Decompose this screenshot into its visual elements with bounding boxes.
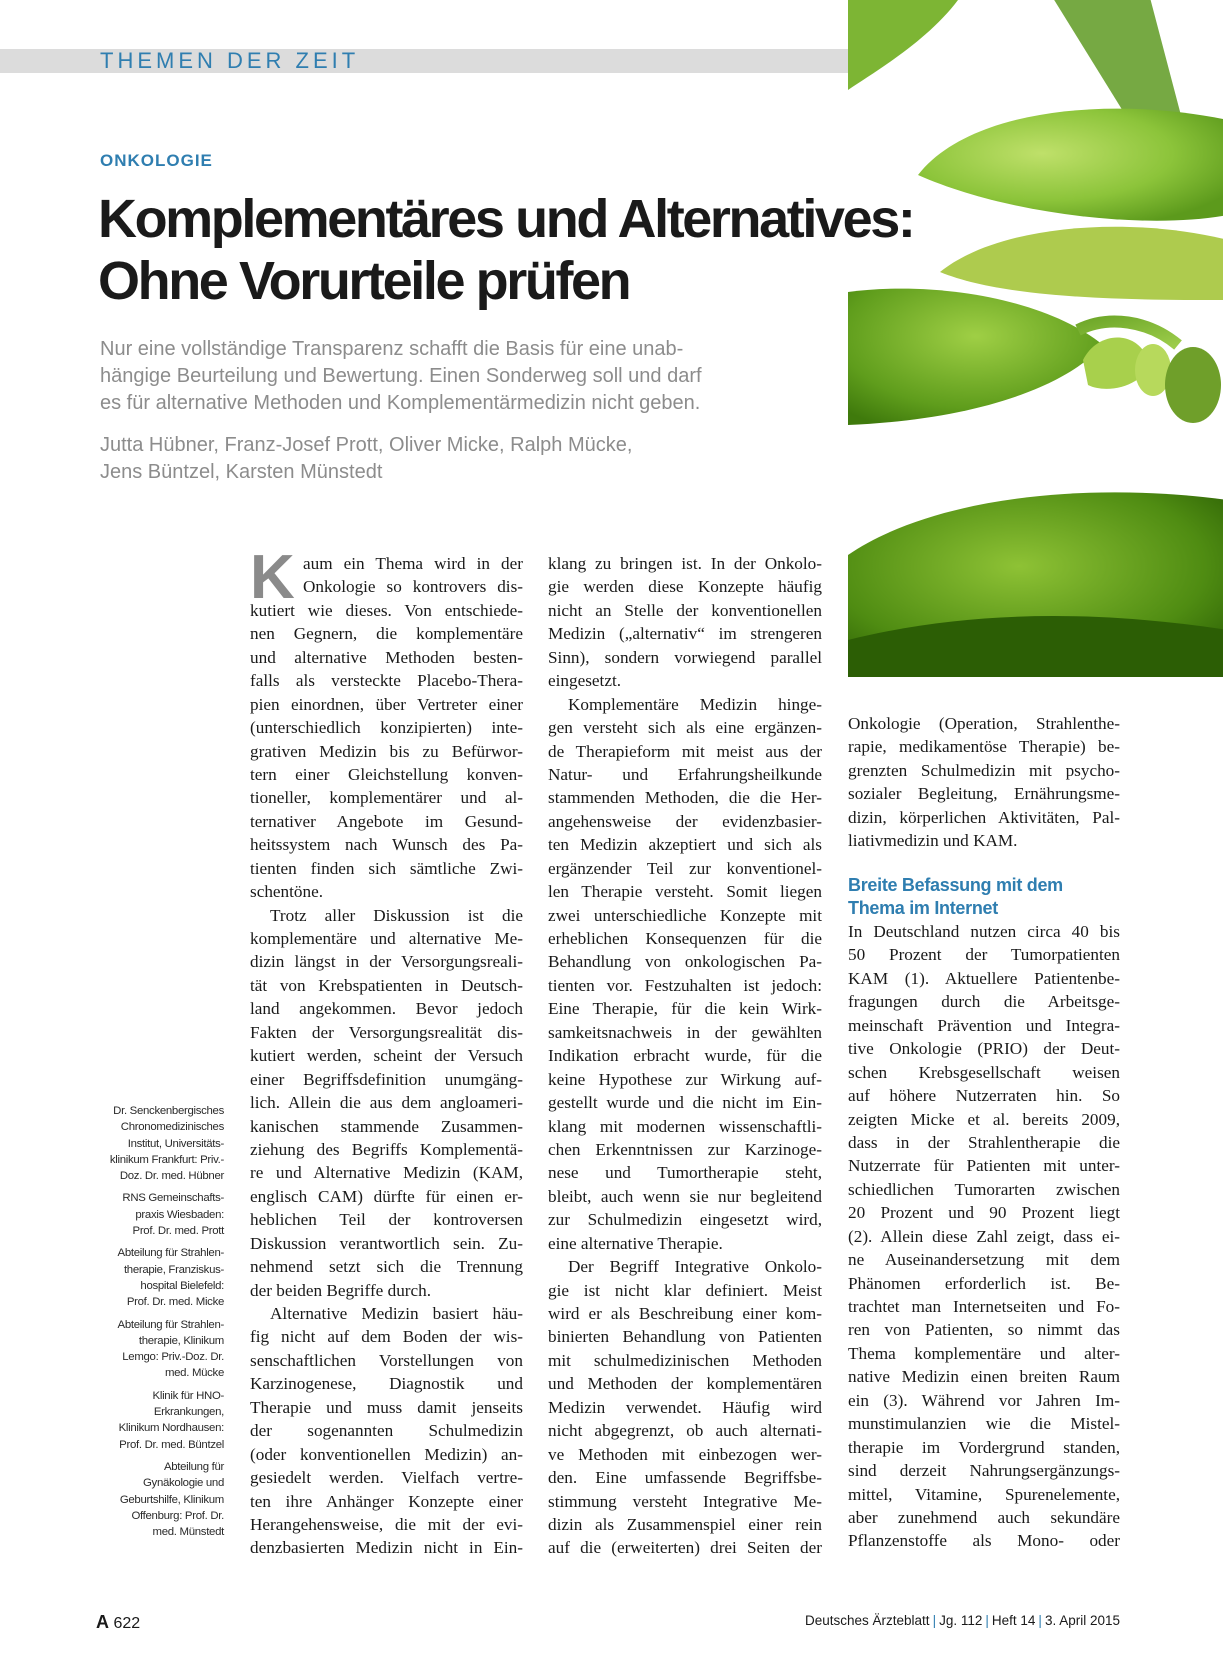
text-line: schen Krebsgesellschaft weisen (848, 1062, 1120, 1082)
text-line: ziehung des Begriffs Komplementä- (250, 1139, 523, 1159)
text-line: ren von Patienten, so nimmt das (848, 1320, 1120, 1340)
text-line: kanischen stammende Zusammen- (250, 1116, 523, 1136)
text-line: kutiert wie dieses. Von entschiede- (250, 600, 523, 620)
text-line: binierten Behandlung von Patienten (548, 1327, 822, 1347)
title-line: Ohne Vorurteile prüfen (98, 251, 630, 311)
text-line: angehensweise der evidenzbasier- (548, 811, 822, 831)
text-line: Karzinogenese, Diagnostik und (250, 1374, 523, 1394)
text-line: tät von Krebspatienten in Deutsch- (250, 975, 523, 995)
affiliation-line: Geburtshilfe, Klinikum (119, 1493, 224, 1506)
text-line: tienten vor. Festzuhalten ist jedoch: (548, 975, 822, 995)
journal-name: Deutsches Ärzteblatt (805, 1613, 930, 1628)
text-line: Natur- und Erfahrungsheilkunde (548, 764, 822, 784)
text-line: tioneller, komplementärer und al- (250, 788, 523, 808)
text-line: dizin als Zusammenspiel einer rein (548, 1514, 822, 1534)
text-line: 20 Prozent und 90 Prozent liegt (848, 1203, 1120, 1223)
text-line: len Therapie versteht. Somit liegen (548, 882, 822, 902)
text-line: wird er als Beschreibung einer kom- (548, 1304, 822, 1323)
text-line: land angekommen. Bevor jedoch (250, 999, 523, 1019)
page-number-value: 622 (113, 1615, 141, 1632)
text-line: zwei unterschiedliche Konzepte mit (548, 905, 822, 925)
text-line: re und Alternative Medizin (KAM, (250, 1163, 523, 1183)
text-line: klang mit modernen wissenschaftli- (548, 1116, 822, 1136)
text-line: klang zu bringen ist. In der Onkolo- (548, 554, 822, 573)
text-line: zur Schulmedizin eingesetzt wird, (548, 1210, 822, 1230)
text-line: Medizin verwendet. Häufig wird (548, 1397, 822, 1417)
text-line: (2). Allein diese Zahl zeigt, dass ei- (848, 1226, 1120, 1246)
text-line: ten ihre Anhänger Konzepte einer (250, 1491, 523, 1511)
affiliation-line: Prof. Dr. med. Micke (126, 1296, 224, 1309)
affiliation-line: klinikum Frankfurt: Priv.- (109, 1153, 224, 1166)
affiliation-line: med. Mücke (164, 1367, 224, 1380)
lead-line: es für alternative Methoden und Komplementärmedizin nicht geben. (100, 392, 701, 414)
mistletoe-photo (848, 0, 1223, 677)
affiliation-line: Abteilung für (163, 1460, 224, 1473)
text-line: und Methoden der komplementären (548, 1374, 822, 1394)
affiliation-line: RNS Gemeinschafts- (122, 1192, 224, 1205)
text-line: nese und Tumortherapie steht, (548, 1163, 822, 1183)
affiliation-line: Erkrankungen, (153, 1406, 224, 1419)
title-line: Komplementäres und Alternatives: (98, 189, 914, 249)
lead-line: hängige Beurteilung und Bewertung. Einen Sonderweg soll und darf (100, 365, 702, 387)
text-line: gestellt wurde und die nicht im Ein- (548, 1093, 822, 1113)
text-line: Alternative Medizin basiert häu- (270, 1304, 523, 1323)
affiliation-line: Offenburg: Prof. Dr. (131, 1509, 224, 1522)
text-line: kutiert werden, scheint der Versuch (250, 1046, 523, 1066)
footer-separator: | (985, 1613, 989, 1628)
affiliation-line: Prof. Dr. med. Büntzel (119, 1438, 224, 1451)
author-affiliations (90, 1103, 224, 1546)
text-line: bleibt, auch wenn sie nur begleitend (548, 1186, 822, 1206)
text-line: native Medizin einen breiten Raum (848, 1367, 1120, 1387)
authors-line: Jutta Hübner, Franz-Josef Prott, Oliver Micke, Ralph Mücke, (100, 434, 633, 456)
subheading-line: Breite Befassung mit dem (848, 875, 1063, 895)
text-line: Therapie und muss damit jenseits (250, 1397, 523, 1417)
affiliation-line: med. Münstedt (152, 1526, 224, 1539)
text-line: de Therapieform mit meist aus der (548, 741, 822, 761)
text-line: englisch CAM) dürfte für einen er- (250, 1186, 523, 1206)
text-line: Behandlung von onkologischen Pa- (548, 952, 822, 972)
text-line: KAM (1). Aktuellere Patientenbe- (848, 968, 1120, 988)
affiliation-entry (90, 1317, 224, 1382)
affiliation-entry (90, 1103, 224, 1184)
text-line: Diskussion verantwortlich sein. Zu- (250, 1233, 523, 1253)
text-line: Thema komplementäre und alter- (848, 1343, 1120, 1363)
text-line: ergänzender Teil zur konventionel- (548, 858, 822, 878)
journal-date: 3. April 2015 (1044, 1613, 1120, 1628)
text-line: mittel, Vitamine, Spurenelemente, (848, 1484, 1120, 1504)
article-lead (100, 336, 830, 417)
text-line: nen Gegnern, die komplementäre (250, 624, 523, 644)
text-line: Der Begriff Integrative Onkolo- (568, 1257, 822, 1277)
text-line: der sogenannten Schulmedizin (250, 1421, 523, 1441)
page-prefix: A (96, 1612, 109, 1632)
text-line: aum ein Thema wird in der (303, 554, 523, 573)
footer-separator: | (1038, 1613, 1042, 1628)
text-line: eingesetzt. (548, 671, 622, 691)
affiliation-line: Lemgo: Priv.-Doz. Dr. (122, 1351, 224, 1364)
text-line: Trotz aller Diskussion ist die (270, 905, 523, 925)
lead-line: Nur eine vollständige Transparenz schafft die Basis für eine unab- (100, 338, 684, 360)
text-column-3-top (848, 712, 1120, 853)
article-authors (100, 432, 830, 486)
page-number (96, 1612, 140, 1633)
text-line: zeigten Micke et al. bereits 2009, (848, 1109, 1120, 1129)
text-line: komplementäre und alternative Me- (250, 929, 523, 948)
article-kicker: ONKOLOGIE (100, 151, 213, 170)
journal-footer (805, 1613, 1120, 1628)
text-line: nehmend setzt sich die Trennung (250, 1257, 523, 1277)
text-line: schiedlichen Tumorarten zwischen (848, 1179, 1120, 1199)
affiliation-line: Dr. Senckenbergisches (113, 1105, 224, 1117)
text-line: liativmedizin und KAM. (848, 831, 1018, 851)
text-line: auf höhere Nutzerraten hin. So (848, 1086, 1120, 1106)
text-line: falls als versteckte Placebo-Thera- (250, 671, 523, 691)
text-line: fig nicht auf dem Boden der wis- (250, 1327, 523, 1347)
affiliation-line: hospital Bielefeld: (140, 1279, 224, 1292)
text-line: Eine Therapie, für die kein Wirk- (548, 999, 822, 1019)
text-line: Fakten der Versorgungsrealität dis- (250, 1022, 523, 1042)
section-header: THEMEN DER ZEIT (100, 48, 360, 73)
text-line: heblichen Teil der kontroversen (250, 1210, 523, 1230)
text-line: grenzten Schulmedizin mit psycho- (848, 760, 1120, 780)
text-line: auf die (erweiterten) drei Seiten der (548, 1538, 822, 1558)
text-line: gen versteht sich als eine ergänzen- (548, 718, 822, 738)
subheading-line: Thema im Internet (848, 898, 998, 918)
text-column-1 (250, 543, 523, 1560)
text-line: tern einer Gleichstellung konven- (250, 764, 523, 784)
affiliation-line: Chronomedizinisches (120, 1121, 224, 1134)
article-title (98, 188, 958, 312)
affiliation-line: Abteilung für Strahlen- (117, 1247, 224, 1260)
text-line: Herangehensweise, die mit der evi- (250, 1514, 523, 1534)
drop-cap: K (250, 543, 295, 612)
text-line: trachtet man Internetseiten und Fo- (848, 1297, 1120, 1316)
text-line: tive Onkologie (PRIO) der Deut- (848, 1039, 1120, 1059)
affiliation-line: Prof. Dr. med. Prott (132, 1225, 224, 1238)
text-line: der beiden Begriffe durch. (250, 1280, 432, 1300)
text-line: stimmung versteht Integrative Me- (548, 1491, 822, 1511)
text-line: tienten finden sich sämtliche Zwi- (250, 858, 523, 878)
text-line: Phänomen erforderlich ist. Be- (848, 1273, 1120, 1293)
text-line: den. Eine umfassende Begriffsbe- (548, 1468, 822, 1488)
text-line: eine alternative Therapie. (548, 1233, 723, 1253)
affiliation-entry (90, 1190, 224, 1239)
text-line: munstimulanzien wie die Mistel- (848, 1414, 1120, 1434)
text-line: pien einordnen, über Vertreter einer (250, 694, 523, 714)
affiliation-entry (90, 1245, 224, 1310)
text-line: erheblichen Konsequenzen für die (548, 929, 822, 948)
text-line: grativen Medizin bis zu Befürwor- (250, 741, 523, 761)
text-line: dizin, körperlichen Aktivitäten, Pal- (848, 807, 1120, 827)
text-column-3-bottom (848, 920, 1120, 1553)
affiliation-line: Klinikum Nordhausen: (118, 1422, 224, 1435)
text-line: stammenden Methoden, die die Her- (548, 788, 822, 808)
text-line: Medizin („alternativ“ im strengeren (548, 624, 822, 644)
text-line: samkeitsnachweis in der gewählten (548, 1022, 822, 1042)
text-column-2 (548, 552, 822, 1560)
text-line: gesiedelt werden. Vielfach vertre- (250, 1468, 523, 1488)
text-line: nicht an Stelle der konventionellen (548, 600, 822, 620)
text-line: 50 Prozent der Tumorpatienten (848, 945, 1120, 965)
affiliation-entry (90, 1459, 224, 1540)
journal-volume: Jg. 112 (939, 1613, 983, 1628)
text-line: Indikation erbracht wurde, für die (548, 1046, 822, 1066)
text-line: ten Medizin akzeptiert und sich als (548, 835, 822, 855)
text-line: chen Erkenntnissen zur Karzinoge- (548, 1139, 822, 1159)
text-line: einer Begriffsdefinition unumgäng- (250, 1069, 523, 1089)
text-line: heitssystem nach Wunsch des Pa- (250, 835, 523, 855)
section-subheading (848, 874, 1063, 920)
affiliation-line: Gynäkologie und (143, 1477, 224, 1490)
affiliation-line: praxis Wiesbaden: (135, 1208, 224, 1221)
journal-issue: Heft 14 (991, 1613, 1036, 1628)
affiliation-line: therapie, Franziskus- (123, 1263, 224, 1276)
affiliation-line: Doz. Dr. med. Hübner (119, 1170, 224, 1183)
text-line: keine Hypothese zur Wirkung auf- (548, 1069, 822, 1089)
text-line: (unterschiedlich konzipierten) inte- (250, 718, 523, 738)
text-line: gie werden diese Konzepte häufig (548, 577, 822, 597)
footer-separator: | (932, 1613, 937, 1628)
text-line: Sinn), sondern vorwiegend parallel (548, 647, 822, 667)
text-line: und alternative Methoden besten- (250, 647, 523, 667)
text-line: mit schulmedizinischen Methoden (548, 1350, 822, 1370)
text-line: senschaftlichen Vorstellungen von (250, 1350, 523, 1370)
text-line: Nutzerrate für Patienten mit unter- (848, 1156, 1120, 1176)
text-line: sind derzeit Nahrungsergänzungs- (848, 1461, 1120, 1481)
text-line: Onkologie (Operation, Strahlenthe- (848, 714, 1120, 733)
affiliation-line: Institut, Universitäts- (127, 1137, 224, 1150)
text-line: nicht abgegrenzt, ob auch alternati- (548, 1421, 822, 1441)
affiliation-entry (90, 1388, 224, 1453)
text-line: denzbasierten Medizin nicht in Ein- (250, 1538, 523, 1558)
affiliation-line: therapie, Klinikum (138, 1334, 224, 1347)
authors-line: Jens Büntzel, Karsten Münstedt (100, 461, 383, 483)
text-line: dizin längst in der Versorgungsreali- (250, 952, 523, 972)
text-line: ternativer Angebote im Gesund- (250, 811, 523, 831)
text-line: ve Methoden mit einbezogen wer- (548, 1444, 822, 1464)
affiliation-line: Klinik für HNO- (152, 1389, 224, 1402)
text-line: meinschaft Prävention und Integra- (848, 1015, 1120, 1035)
text-line: rapie, medikamentöse Therapie) be- (848, 737, 1120, 757)
text-line: Komplementäre Medizin hinge- (568, 694, 822, 714)
text-line: aber zunehmend auch sekundäre (848, 1507, 1120, 1527)
text-line: Pflanzenstoffe als Mono- oder (848, 1531, 1120, 1551)
text-line: (oder konventionellen Medizin) an- (250, 1444, 523, 1464)
text-line: schentöne. (250, 882, 324, 902)
text-line: lich. Allein die aus dem angloameri- (250, 1093, 523, 1113)
text-line: dass in der Strahlentherapie die (848, 1132, 1120, 1152)
text-line: gie ist nicht klar definiert. Meist (548, 1280, 822, 1300)
text-line: ne Auseinandersetzung mit dem (848, 1250, 1120, 1270)
text-line: fragungen durch die Arbeitsge- (848, 992, 1120, 1012)
affiliation-line: Abteilung für Strahlen- (117, 1318, 224, 1331)
text-line: ein (3). Während vor Jahren Im- (848, 1390, 1120, 1410)
text-line: In Deutschland nutzen circa 40 bis (848, 922, 1120, 941)
text-line: therapie im Vordergrund standen, (848, 1437, 1120, 1457)
text-line: sozialer Begleitung, Ernährungsme- (848, 784, 1120, 804)
text-line: Onkologie so kontrovers dis- (303, 577, 523, 597)
